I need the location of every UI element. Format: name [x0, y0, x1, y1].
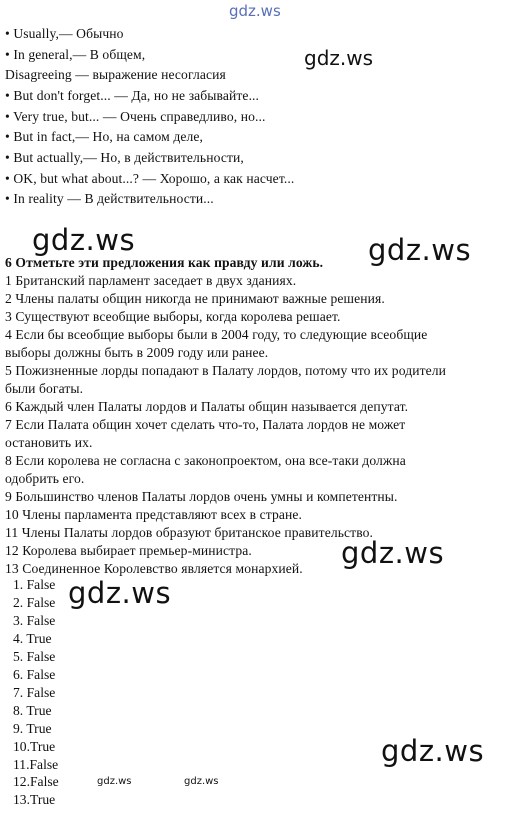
phrase-section-label: Disagreeing — выражение несогласия [5, 67, 226, 82]
sentence-line: 7 Если Палата общин хочет сделать что-то, Палата лордов не может [5, 417, 406, 432]
watermark: gdz.ws [32, 223, 136, 257]
answer-item: 7. False [13, 685, 56, 700]
sentence-line: 2 Члены палаты общин никогда не принимают важные решения. [5, 291, 385, 306]
sentence-line: 8 Если королева не согласна с законопроектом, она все-таки должна [5, 453, 406, 468]
phrase-line: • Usually,— Обычно [5, 26, 124, 41]
answer-item: 3. False [13, 613, 56, 628]
phrase-line: • But in fact,— Но, на самом деле, [5, 129, 203, 144]
answer-item: 12.False [13, 774, 59, 789]
phrase-line: • But don't forget... — Да, но не забывайте... [5, 88, 260, 103]
sentence-line: 13 Соединенное Королевство является монархией. [5, 561, 303, 576]
sentence-line: были богаты. [5, 381, 84, 396]
sentence-line: выборы должны быть в 2009 году или ранее. [5, 345, 269, 360]
phrase-line: • OK, but what about...? — Хорошо, а как насчет... [5, 171, 295, 186]
sentence-line: 11 Члены Палаты лордов образуют британское правительство. [5, 525, 374, 540]
answer-item: 11.False [13, 757, 59, 772]
watermark-top: gdz.ws [229, 2, 281, 20]
answer-item: 9. True [13, 721, 52, 736]
answer-item: 5. False [13, 649, 56, 664]
watermark: gdz.ws [381, 734, 485, 768]
watermark: gdz.ws [368, 233, 472, 267]
sentence-line: 4 Если бы всеобщие выборы были в 2004 году, то следующие всеобщие [5, 327, 428, 342]
watermark: gdz.ws [184, 776, 219, 787]
answer-item: 6. False [13, 667, 56, 682]
answer-item: 2. False [13, 595, 56, 610]
phrase-line: • In reality — В действительности... [5, 191, 214, 206]
sentence-line: 1 Британский парламент заседает в двух зданиях. [5, 273, 297, 288]
watermark: gdz.ws [68, 576, 172, 610]
exercise-heading: 6 Отметьте эти предложения как правду или ложь. [5, 255, 324, 270]
sentence-line: 6 Каждый член Палаты лордов и Палаты общин называется депутат. [5, 399, 409, 414]
phrase-line: • But actually,— Но, в действительности, [5, 150, 244, 165]
watermark: gdz.ws [341, 536, 445, 570]
phrase-line: • Very true, but... — Очень справедливо, но... [5, 109, 266, 124]
watermark: gdz.ws [304, 46, 374, 70]
sentence-line: 10 Члены парламента представляют всех в стране. [5, 507, 303, 522]
answer-item: 13.True [13, 792, 56, 807]
sentence-line: 9 Большинство членов Палаты лордов очень умны и компетентны. [5, 489, 398, 504]
answer-item: 10.True [13, 739, 56, 754]
watermark: gdz.ws [97, 776, 132, 787]
sentence-line: 12 Королева выбирает премьер-министра. [5, 543, 252, 558]
answer-item: 4. True [13, 631, 52, 646]
phrase-line: • In general,— В общем, [5, 47, 146, 62]
sentence-line: остановить их. [5, 435, 93, 450]
sentence-line: 3 Существуют всеобщие выборы, когда королева решает. [5, 309, 341, 324]
sentence-line: одобрить его. [5, 471, 85, 486]
sentence-line: 5 Пожизненные лорды попадают в Палату лордов, потому что их родители [5, 363, 447, 378]
answer-item: 8. True [13, 703, 52, 718]
answer-item: 1. False [13, 577, 56, 592]
